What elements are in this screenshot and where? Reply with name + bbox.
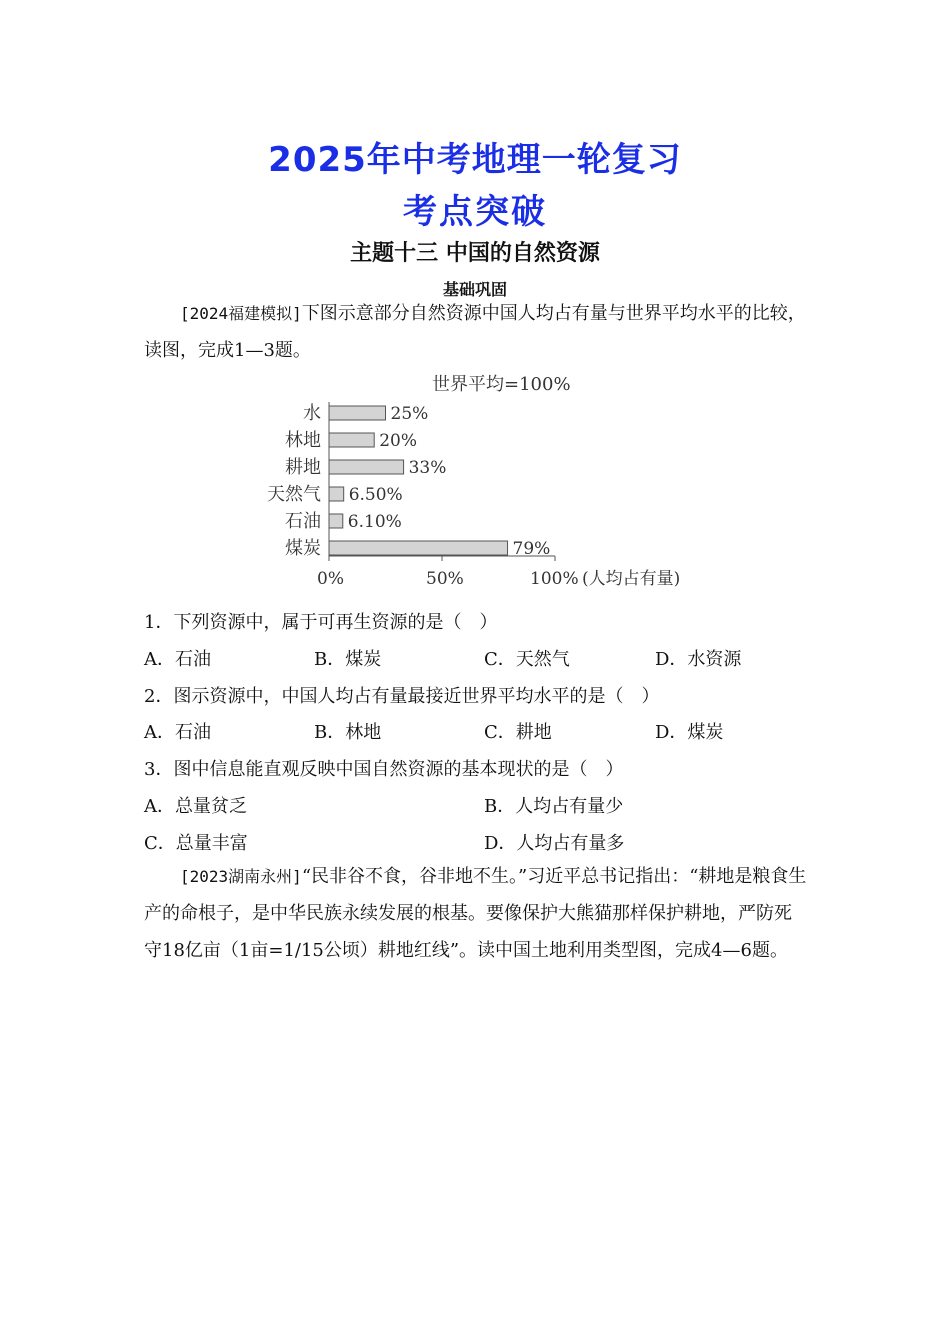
- bar-chart: [250, 366, 710, 592]
- bar: [329, 433, 374, 447]
- q3-option-a[interactable]: A．总量贫乏: [144, 796, 247, 817]
- title-line2: 考点突破: [403, 192, 547, 232]
- bar: [329, 541, 508, 555]
- value-label: 33%: [408, 458, 447, 478]
- x-tick-label: 0%: [317, 569, 344, 589]
- question-1-stem: 1．下列资源中，属于可再生资源的是（ ）: [144, 612, 498, 633]
- value-label: 6.50%: [348, 485, 403, 505]
- q1-option-c[interactable]: C．天然气: [484, 649, 570, 670]
- category-label: 水: [303, 403, 321, 424]
- title-line1: 2025年中考地理一轮复习: [268, 140, 682, 180]
- bar: [329, 514, 343, 528]
- source-tag-1: [2024福建模拟]: [180, 304, 302, 323]
- category-label: 煤炭: [285, 538, 321, 559]
- source-tag-2: [2023湖南永州]: [180, 867, 302, 886]
- value-label: 20%: [379, 431, 417, 451]
- x-tick-label: 50%: [426, 569, 464, 589]
- x-tick-label: 100%: [530, 569, 579, 589]
- x-axis-label: (人均占有量): [582, 569, 681, 589]
- question-3-stem: 3．图中信息能直观反映中国自然资源的基本现状的是（ ）: [144, 759, 624, 780]
- intro-paragraph-1: [144, 295, 808, 369]
- topic-title: 主题十三 中国的自然资源: [350, 241, 600, 266]
- intro-text-2: “民非谷不食，谷非地不生。”习近平总书记指出：“耕地是粮食生产的命根子，是中华民族永续发展的根基。要像保护大熊猫那样保护耕地，严防死守18亿亩（1亩=1/15公顷）耕地红线”。读中国土地利用类型图，完成4—6题。: [144, 866, 807, 961]
- q1-option-b[interactable]: B．煤炭: [314, 649, 382, 670]
- category-label: 石油: [285, 511, 321, 532]
- category-label: 林地: [285, 430, 321, 451]
- q1-option-a[interactable]: A．石油: [144, 649, 211, 670]
- question-2-stem: 2．图示资源中，中国人均占有量最接近世界平均水平的是（ ）: [144, 686, 660, 707]
- category-label: 天然气: [267, 484, 321, 505]
- value-label: 25%: [390, 404, 429, 424]
- q2-option-a[interactable]: A．石油: [144, 722, 211, 743]
- q1-option-d[interactable]: D．水资源: [655, 649, 742, 670]
- q2-option-b[interactable]: B．林地: [314, 722, 382, 743]
- bar: [329, 406, 386, 420]
- intro-paragraph-2: [144, 858, 808, 969]
- q3-option-c[interactable]: C．总量丰富: [144, 833, 248, 854]
- bar: [329, 487, 344, 501]
- intro-text-1: 下图示意部分自然资源中国人均占有量与世界平均水平的比较，读图，完成1—3题。: [144, 303, 806, 361]
- q3-option-b[interactable]: B．人均占有量少: [484, 796, 624, 817]
- value-label: 6.10%: [347, 512, 402, 532]
- value-label: 79%: [512, 539, 551, 559]
- chart-title: 世界平均=100%: [432, 374, 571, 395]
- q3-option-d[interactable]: D．人均占有量多: [484, 833, 625, 854]
- section-heading: 基础巩固: [442, 280, 507, 299]
- category-label: 耕地: [285, 457, 321, 478]
- bar: [329, 460, 404, 474]
- q2-option-c[interactable]: C．耕地: [484, 722, 552, 743]
- q2-option-d[interactable]: D．煤炭: [655, 722, 724, 743]
